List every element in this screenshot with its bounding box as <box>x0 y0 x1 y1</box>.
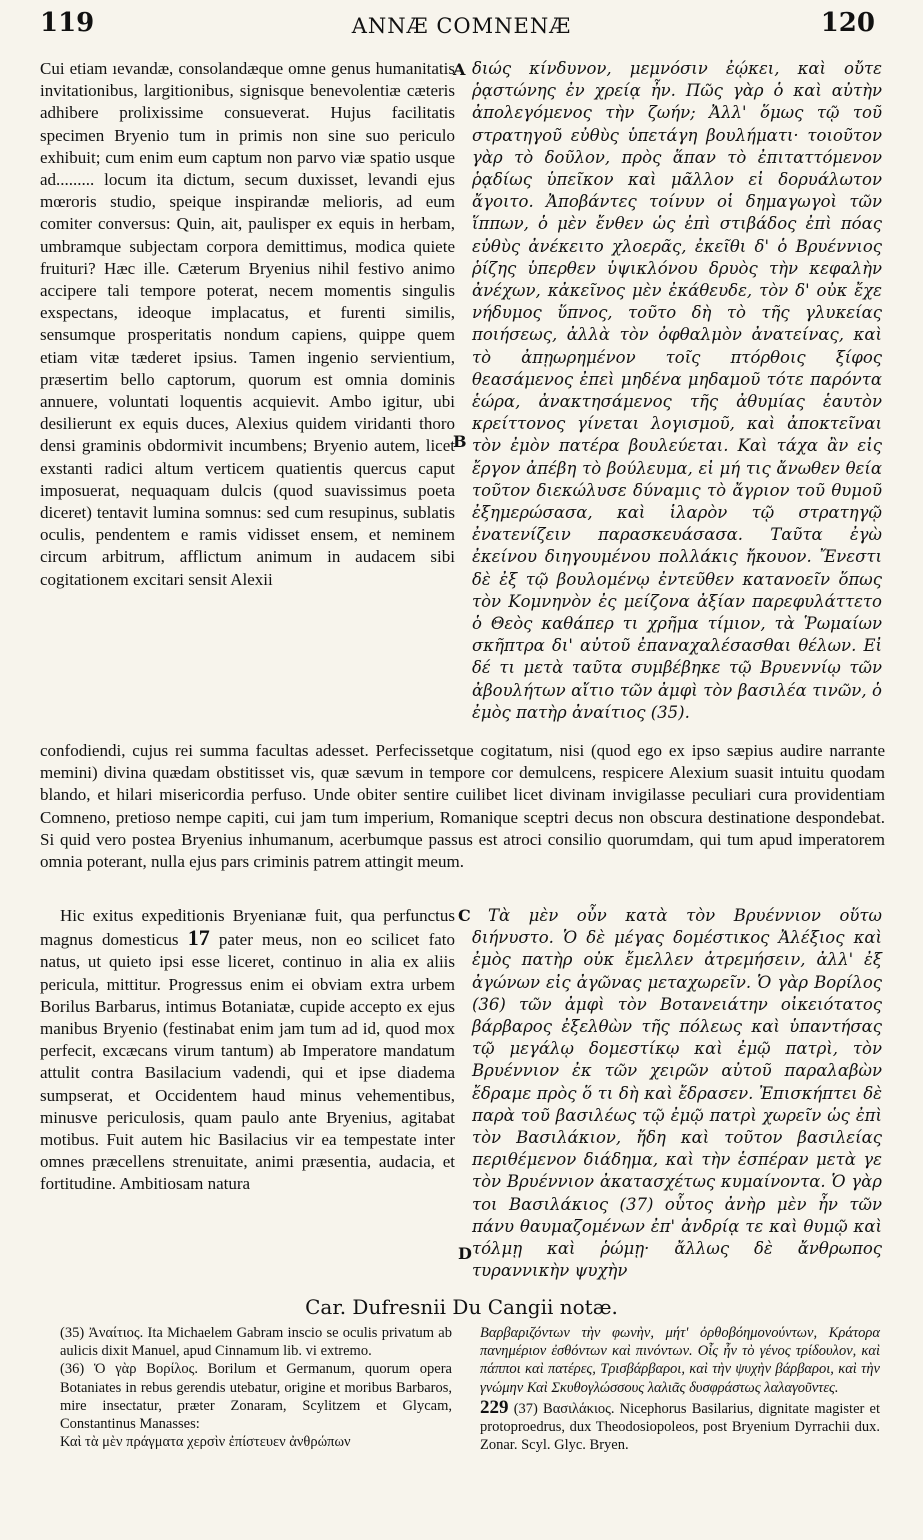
note-37: (37) Βασιλάκιος. Nicephorus Basilarius, dignitate magister et protoproedrus, dux Theodosiopoleos, post Bryenium Dyrrachii dux. Zonar. Scyl. Glyc. Bryen. <box>480 1400 880 1454</box>
latin-full-width-paragraph: confodiendi, cujus rei summa facultas adesset. Perfecissetque cogitatum, nisi (quod ego ex ipso sæpius audire narrante memini) divina quædam obstitisset vis, quæ sævum in tempore cor demulcens, respicere Alexium suasit intuitu quodam blando, et hilari misericordia perfuso. Unde obiter sentire cuilibet licet divinam invigilasse peculiari cura providentiam Comneno, pretioso nempe capiti, cui jam tum imperium, Romanique sceptri decus non obscura destinatione despondebat. Si quid vero postea Bryenius inhumanum, acerbumque passus est atroci consilio quorumdam, qui tum apud imperatorem omnia poterant, nulla ejus pars criminis patrem attingit meum. <box>40 741 885 872</box>
verse-quotation: Βαρβαριζόντων τὴν φωνὴν, μήτ' ὀρθοβόημονούντων, Κράτορα πανημέριον ἐσθόντων καὶ πινόντων. Οἷς ἦν τὸ γένος τρίδουλον, καὶ πάπποι καὶ πατέρες, Τρισβάρβαροι, καὶ τὴν ψυχὴν βάρβαροι, καὶ τὴν γνώμην Καὶ Σκυθογλώσσους λαλιᾶς δυσφράστως λαλαγοῦντες. <box>480 1325 880 1396</box>
latin-column-upper: Cui etiam ıevandæ, consolandæque omne genus humanitatis invitationibus, largitionibus, signisque benevolentiæ cæteris adhibere prolixissime consueverat. Hujus facilitatis specimen Bryenio tum in primis non sine suo periculo exhibuit; cum enim eum captum non parvo viæ spatio usque ad......... locum ita dictum, secum duxisset, levandi ejus mœroris studio, speique inspirandæ melioris, ad eum comiter conversus: Quin, ait, paulisper ex equis in herbam, umbramque subjectam corpora demittimus, modica quiete fruituri? Hæc ille. Cæterum Bryenius nihil festivo animo accipere tali tempore poterat, necem momentis singulis exspectans, ideoque implacatus, et furenti similis, sensumque prosperitatis nondum capiens, quippe quem etiam vitæ tæderet ipsius. Tamen ingenio servientium, præsertim bello captorum, quorum est omnia dominis annuere, voluntati loquentis acquievit. Ambo igitur, ubi desilierunt ex equis duces, Alexius quidem viridanti thoro densi graminis obdormivit incumbens; Bryenio autem, licet exstanti radici altum verticem quatientis quercus caput imposuerat, nequaquam dulcis (quod suavissimus poeta diceret) tentavit lumina somnus: sed cum resupinus, sublatis oculis, pendentem e ramis vidisset ensem, et neminem circum arbitrum, afflictum animum in audacem sibi cogitationem excitari sensit Alexii <box>40 59 455 589</box>
page-number-left: 119 <box>40 8 95 38</box>
running-title: ANNÆ COMNENÆ <box>351 14 572 38</box>
notes-right-column <box>480 1324 880 1524</box>
greek-column-upper: διώς κίνδυνον, μεμνόσιν ἐῴκει, καὶ οὔτε ῥᾳστώνης ἐν χρείᾳ ἦν. Πῶς γὰρ ὁ καὶ αὐτὴν ἀπολεγόμενος τὴν ζωήν; Ἀλλ' ὅμως τῷ τοῦ στρατηγοῦ εὐθὺς ὑπετάγη βουλήματι· τοιοῦτον γὰρ τὸ δοῦλον, πρὸς ἅπαν τὸ ἐπιταττόμενον ῥᾳδίως ὑπεῖκον καὶ μᾶλλον εἰ δορυάλωτον ἄγοιτο. Ἀποβάντες τοίνυν οἱ δημαγωγοὶ τῶν ἵππων, ὁ μὲν ἔνθεν ὡς ἐπὶ στιβάδος ἐπὶ πόας εὐθὺς ἀνέκειτο χλοερᾶς, ἐκεῖθι δ' ὁ Βρυέννιος ῥίζης ὑπερθεν ὑψικλόνου δρυὸς τὴν κεφαλὴν ἀνέχων, κἀκεῖνος μὲν ἐκάθευδε, τὸν δ' οὐκ ἔχε νήδυμος ὕπνος, τοῦτο δὴ τὸ τῆς γλυκείας ποιήσεως, ἀλλὰ τὸν ὀφθαλμὸν ἀνατείνας, καὶ τὸ ἀπῃωρημένον τοῖς πτόρθοις ξίφος θεασάμενος ἐπεὶ μηδένα μηδαμοῦ τότε παρόντα ἑώρα, ἀνακτησάμενος τῆς ἀθυμίας ἑαυτὸν κρείττονος γίνεται λογισμοῦ, καὶ ἀποκτεῖναι τὸν ἐμὸν πατέρα βουλεύεται. Καὶ τάχα ἂν εἰς ἔργον ἀπέβη τὸ βούλευμα, εἰ μή τις ἄνωθεν θεία τοῦτον διεκώλυσε δύναμις τὸ ἄγριον τοῦ θυμοῦ ἐξημερώσασα, καὶ ἱλαρὸν τῷ στρατηγῷ ἐνατενίζειν παρασκευάσασα. Ταῦτα ἐγὼ ἐκείνου διηγουμένου πολλάκις ἤκουον. Ἔνεστι δὲ ἐξ τῷ βουλομένῳ ἐντεῦθεν κατανοεῖν ὅπως τὸν Κομνηνὸν ἐς μείζονα ἀξίαν παρεφυλάττετο ὁ Θεὸς καθάπερ τι χρῆμα τίμιον, τὰ Ῥωμαίων σκῆπτρα δι' αὐτοῦ ἐπαναχαλέσασθαι θέλων. Εἰ δέ τι μετὰ ταῦτα συμβέβηκε τῷ Βρυεννίῳ τῶν ἀβουλήτων αἴτιο τῶν ἀμφὶ τὸν βασιλέα τινῶν, ὁ ἐμὸς πατὴρ ἀναίτιος (35). <box>472 59 882 722</box>
margin-number-17: 17 <box>187 925 210 951</box>
latin-column-lower <box>40 905 455 1265</box>
notes-left-column: (35) Ἀναίτιος. Ita Michaelem Gabram inscio se oculis privatum ab aulicis dixit Manuel, apud Cinnamum lib. vi extremo. (36) Ὁ γὰρ Βορίλος. Borilum et Germanum, quorum opera Botaniates in rebus gerendis utebatur, origine et moribus Barbaros, mire insectatur, præter Zonaram, Scylitzem et Glycam, Constantinus Manasses: Καὶ τὰ μὲν πράγματα χερσὶν ἐπίστευεν ἀνθρώπων <box>60 1325 452 1451</box>
notes-heading: Car. Dufresnii Du Cangii notæ. <box>305 1295 618 1319</box>
margin-marker-b: B <box>453 432 467 451</box>
page-number-right: 120 <box>820 8 875 38</box>
margin-marker-c: C <box>458 906 471 925</box>
latin-lower-text-b: pater meus, non eo scilicet fato natus, ut quieto ipsi esse liceret, continuo in alia ex aliis pericula, mittitur. Progressus enim ei obviam extra urbem Borilus Barbarus, intimus Botaniatæ, cupide accepto ex ejus manibus Bryenio (festinabat enim jam tum ad id, quod mox perfecit, excæcans virum tantum) ab Imperatore mandatum attulit contra Basilacium vadendi, qui et ipse diadema sumpserat, et Occidentem haud minus vehementibus, minusve periculosis, quam paulo ante Bryenius, agitabat motibus. Fuit autem hic Basilacius vir ea tempestate inter omnes præcellens strenuitate, animi præsentia, audacia, et fortitudine. Ambitiosam natura <box>40 930 455 1194</box>
margin-number-229: 229 <box>480 1396 509 1418</box>
latin-lower-text-a: Hic exitus expeditionis Bryenianæ fuit, qua perfunctus magnus domesticus <box>40 906 455 950</box>
margin-marker-a: A <box>453 60 466 79</box>
page-header <box>0 8 923 52</box>
margin-marker-d: D <box>458 1244 472 1263</box>
greek-column-lower: Τὰ μὲν οὖν κατὰ τὸν Βρυέννιον οὕτω διήνυστο. Ὁ δὲ μέγας δομέστικος Ἀλέξιος καὶ ἐμὸς πατὴρ οὐκ ἔμελλεν ἀτρεμήσειν, ἀλλ' ἐξ ἀγώνων εἰς ἀγῶνας μεταχωρεῖν. Ὁ γὰρ Βορίλος (36) τῶν ἀμφὶ τὸν Βοτανειάτην οἰκειότατος βάρβαρος ἐξελθὼν τῆς πόλεως καὶ ὑπαντήσας τῷ μεγάλῳ δομεστίκῳ καὶ ἐμῷ πατρὶ, τὸν Βρυέννιον ἐκ τῶν χειρῶν αὐτοῦ παραλαβὼν ἔδραμε πρὸς ὅ τι δὴ καὶ ἔδρασεν. Ἐπισκήπτει δὲ παρὰ τοῦ βασιλέως τῷ ἐμῷ πατρὶ χωρεῖν ὡς ἐπὶ τὸν Βασιλάκιον, ἤδη καὶ τοῦτον βασιλείας περιθέμενον διάδημα, καὶ τὴν ἑσπέραν μετὰ γε τὸν Βρυέννιον ἀκατασχέτως κυμαίνοντα. Ὁ γὰρ τοι Βασιλάκιος (37) οὗτος ἀνὴρ μὲν ἦν τῶν πάνυ θαυμαζομένων ἐπ' ἀνδρίᾳ τε καὶ θυμῷ καὶ τόλμῃ καὶ ῥώμῃ· ἄλλως δὲ ἄνθρωπος τυραννικὴν ψυχὴν <box>472 906 882 1281</box>
